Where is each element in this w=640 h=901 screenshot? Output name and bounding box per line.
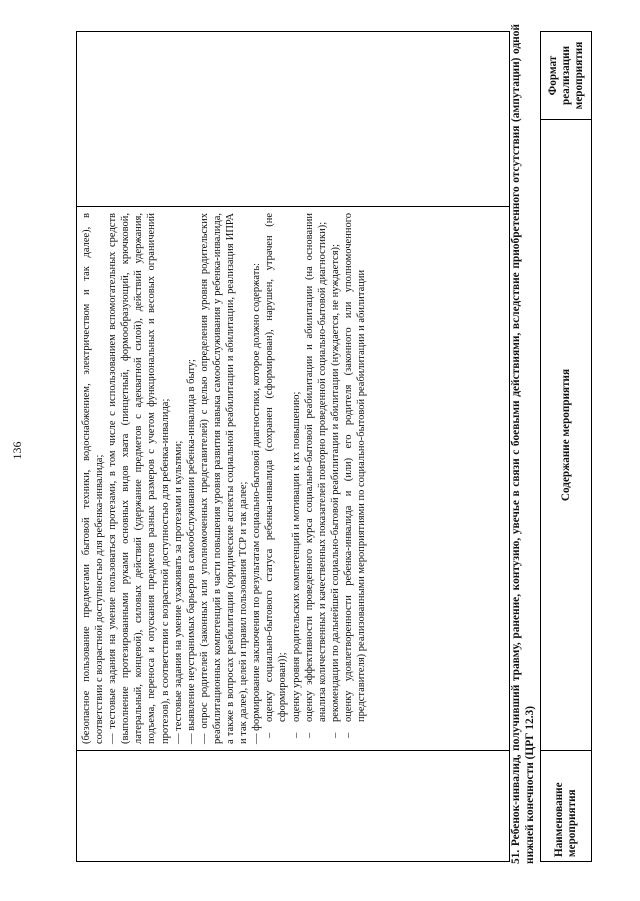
content-bullet-item	[303, 213, 329, 744]
measure-content-cell	[77, 206, 509, 750]
content-bullet-item	[263, 213, 289, 744]
measures-table-header	[540, 31, 592, 862]
header-measure-format: Формат реализации мероприятия	[546, 41, 585, 110]
content-bullet-item	[290, 213, 303, 744]
page-number: 136	[10, 441, 24, 460]
content-paragraph: — тестовые задания на умение пользоваться протезами, в том числе с использованием вспомогательных средств (выполнение протезированными руками основных видов хвата (пинцетный, формообразующий, крючковой, латеральный, концевой), силовых действий (удержание предметов с адекватной силой), действий удержания, подъема, переноса и опускания предметов разных размеров с учетом функциональных и весовых ограничений протезов), в соответствии с возрастной доступностью для ребенка-инвалида;	[107, 213, 171, 744]
bullet-dash: –	[329, 732, 341, 738]
content-bullet-item	[329, 213, 342, 744]
bullet-dash: –	[303, 732, 315, 738]
bullet-text: рекомендации по дальнейшей социально-бытовой реабилитации и абилитации (нуждается, не нуждается);	[329, 244, 341, 722]
measure-format-cell	[77, 32, 509, 206]
content-paragraph: (безопасное пользование предметами бытовой техники, водоснабжением, электричеством и так далее), в соответствии с возрастной доступностью для ребенка-инвалида;	[81, 213, 106, 744]
content-paragraph: — выявление неустранимых барьеров в самообслуживании ребенка-инвалида в быту;	[185, 359, 197, 744]
bullet-text: оценку социально-бытового статуса ребенка-инвалида (сохранен (сформирован), нарушен, утрачен (не сформирован));	[264, 213, 289, 722]
bullet-text: оценку эффективности проведенного курса социально-бытовой реабилитации и абилитации (на основании анализа количественных и качественных показателей повторно проведенной социально-бытовой диагностики);	[303, 213, 328, 722]
header-measure-content: Содержание мероприятия	[541, 119, 591, 750]
content-paragraph: — тестовые задания на умение ухаживать за протезами и культями;	[172, 440, 184, 744]
measures-table-continuation	[76, 31, 510, 862]
bullet-dash: –	[264, 732, 276, 738]
bullet-text: оценку уровня родительских компетенций и мотивации к их повышению;	[290, 391, 302, 722]
bullet-dash: –	[342, 732, 354, 738]
section-heading: 51. Ребенок-инвалид, получивший травму, ранение, контузию, увечье в связи с боевыми действиями, вследствие приобретенного отсутствия (ампутации) одной нижней конечности (ЦРГ 12.3)	[510, 24, 536, 864]
measure-name-cell	[77, 750, 509, 861]
bullet-text: оценку удовлетворенности ребенка-инвалида и (или) его родителя (законного или уполномоченного представителя) реализованными мероприятиями по социально-бытовой реабилитации и абилитации	[342, 213, 367, 722]
content-paragraph: — опрос родителей (законных или уполномоченных представителей) с целью определения уровня родительских реабилитационных компетенций в части повышения уровня развития навыка самообслуживания у ребенка-инвалида, а также в вопросах реабилитации (юридические аспекты социальной реабилитации и абилитации, реализация ИПРА и так далее), целей и правил пользования ТСР и так далее;	[198, 213, 250, 744]
content-paragraph: — формирование заключения по результатам социально-бытовой диагностики, которое должно содержать:	[251, 262, 263, 744]
content-bullet-item	[342, 213, 368, 744]
header-measure-name: Наименование мероприятия	[541, 750, 591, 861]
bullet-dash: –	[290, 732, 302, 738]
